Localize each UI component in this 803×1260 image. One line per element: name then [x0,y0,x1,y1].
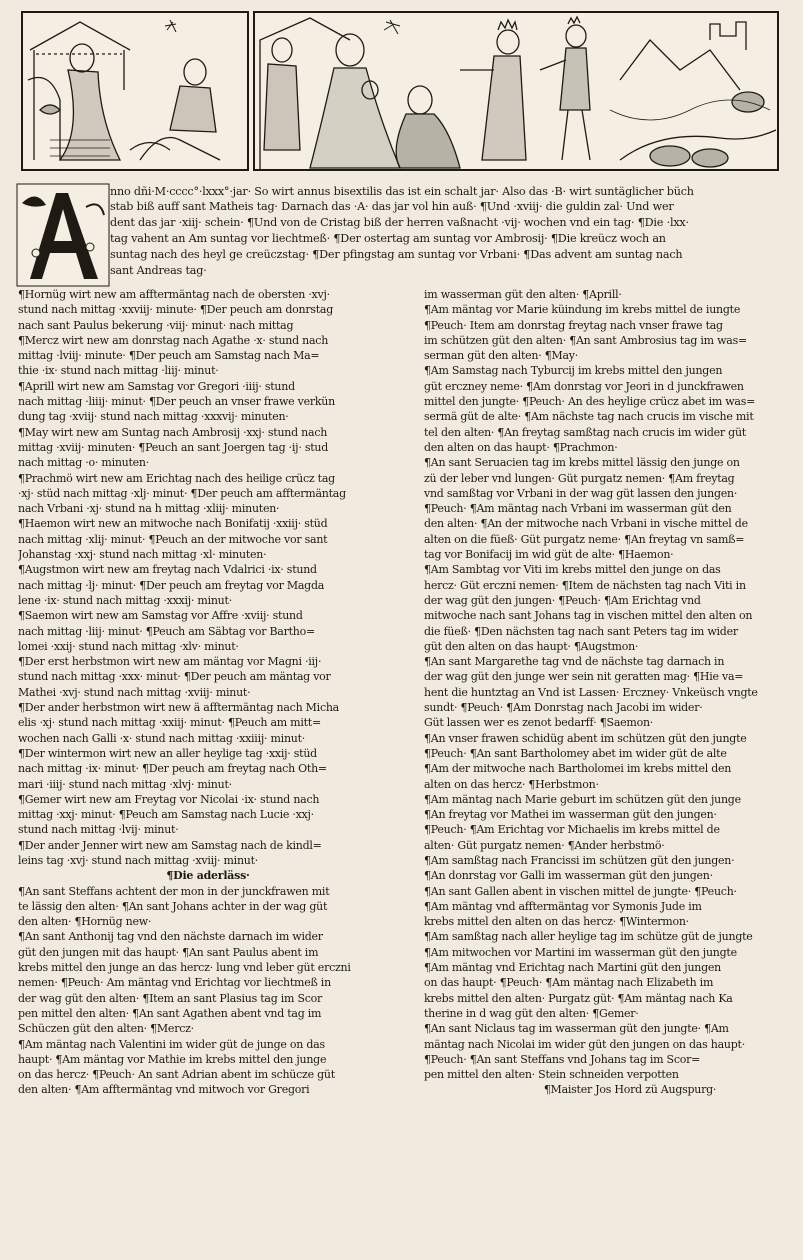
text-line: mittel den jungte· ¶Peuch· An des heylige crücz abet im was= [424,395,756,409]
text-line: nach Vrbani ·xj· stund na h mittag ·xliij· minuten· [18,502,280,516]
intro-line: stab biß auff sant Matheis tag· Darnach das ·A· das jar vol hin auß· ¶Und ·xviij· die guldin zal· Und wer [110,200,674,213]
text-line: haupt· ¶Am mäntag vor Mathie im krebs mittel den junge [18,1052,327,1066]
text-line: ¶An sant Steffans achtent der mon in der junckfrawen mit [18,884,330,898]
text-line: thie ·ix· stund nach mittag ·liij· minut· [18,364,219,378]
text-line: stund nach mittag ·xxx· minut· ¶Der peuch am mäntag vor [18,670,331,684]
text-line: nach mittag ·liij· minut· ¶Peuch am Säbtag vor Bartho= [18,624,315,638]
text-line: nach mittag ·o· minuten· [18,456,150,470]
text-line: ¶Am mäntag vor Marie küindung im krebs mittel de iungte [424,303,741,317]
text-line: ¶Augstmon wirt new am freytag nach Vdalrici ·ix· stund [18,563,317,577]
text-line: on das hercz· ¶Peuch· An sant Adrian abent im schücze güt [18,1068,335,1082]
text-line: stund nach mittag ·xxviij· minute· ¶Der peuch am donrstag [18,303,334,317]
text-line: krebs mittel den alten· Purgatz güt· ¶Am mäntag nach Ka [424,991,733,1005]
intro-line: sant Andreas tag· [110,264,207,277]
text-line: den alten· ¶Hornüg new· [18,915,152,929]
adoration-scene [260,17,776,170]
text-line: ¶An sant Gallen abent in vischen mittel de jungte· ¶Peuch· [424,884,737,898]
text-line: ¶An sant Margarethe tag vnd de nächste tag darnach in [424,655,725,669]
text-line: ¶Am mäntag nach Valentini im wider güt de junge on das [18,1037,325,1051]
text-line: den alten· ¶An der mitwoche nach Vrbani in vische mittel de [424,517,748,531]
text-line: leins tag ·xvj· stund nach mittag ·xviij· minut· [18,853,259,867]
text-line: ¶An sant Seruacien tag im krebs mittel lässig den junge on [424,456,740,470]
text-line: Mathei ·xvj· stund nach mittag ·xviij· minut· [18,685,251,699]
text-line: im wasserman güt den alten· ¶Aprill· [424,288,622,301]
text-line: ¶An donrstag vor Galli im wasserman güt den jungen· [424,869,713,883]
text-line: vnd samßtag vor Vrbani in der wag güt lassen den jungen· [424,486,738,500]
text-line: der wag güt den jungen· ¶Peuch· ¶Am Erichtag vnd [424,593,701,607]
text-line: ¶Am samßtag nach Francissi im schützen güt den jungen· [424,853,735,867]
decorated-initial [16,183,110,287]
text-line: mitwoche nach sant Johans tag in vischen mittel den alten on [424,609,753,623]
nativity-scene [28,20,220,160]
text-line: ¶An sant Anthonij tag vnd den nächste darnach im wider [18,930,323,944]
text-line: Schüczen güt den alten· ¶Mercz· [18,1022,194,1036]
text-line: die füeß· ¶Den nächsten tag nach sant Peters tag im wider [424,624,738,638]
text-line: krebs mittel den alten on das hercz· ¶Wintermon· [424,915,689,929]
text-line: alten on die füeß· Güt purgatz neme· ¶An freytag vn samß= [424,532,745,546]
text-line: krebs mittel den junge an das hercz· lung vnd leber güt erczni [18,961,351,975]
text-line: im schützen güt den alten· ¶An sant Ambrosius tag im was= [424,333,747,347]
text-line: ¶Prachmö wirt new am Erichtag nach des heilige crücz tag [18,471,335,485]
text-line: Güt lassen wer es zenot bedarff· ¶Saemon· [424,716,654,730]
text-line: mäntag nach Nicolai im wider güt den jungen on das haupt· [424,1037,745,1051]
text-line: ¶Der erst herbstmon wirt new am mäntag vor Magni ·iij· [18,655,322,669]
text-line: güt den alten on das haupt· ¶Augstmon· [424,639,639,653]
text-line: ¶Am Sambtag vor Viti im krebs mittel den junge on das [424,563,721,577]
text-line: ¶Peuch· ¶An sant Steffans vnd Johans tag im Scor= [424,1052,701,1066]
text-line: ¶Peuch· ¶An sant Bartholomey abet im wider güt de alte [424,746,727,760]
text-line: ¶Peuch· ¶Am Erichtag vor Michaelis im krebs mittel de [424,823,720,837]
text-line: on das haupt· ¶Peuch· ¶Am mäntag nach Elizabeth im [424,976,714,990]
text-line: ¶Der ander herbstmon wirt new ä afftermäntag nach Micha [18,701,339,715]
text-line: elis ·xj· stund nach mittag ·xxiij· minut· ¶Peuch am mitt= [18,716,321,730]
text-line: mittag ·lviij· minute· ¶Der peuch am Samstag nach Ma= [18,349,320,363]
text-line: ¶Am Samstag nach Tyburcij im krebs mittel den jungen [424,364,723,378]
text-line: sundt· ¶Peuch· ¶Am Donrstag nach Jacobi im wider· [424,701,703,715]
section-heading: ¶Maister Jos Hord zü Augspurg· [543,1083,717,1097]
text-line: alten· Güt purgatz nemen· ¶Ander herbstmö· [424,838,665,852]
text-line: te lässig den alten· ¶An sant Johans achter in der wag güt [18,899,328,913]
initial-letter: A [59,241,67,252]
text-line: ¶An sant Niclaus tag im wasserman güt den jungte· ¶Am [424,1022,729,1036]
left-column [18,287,398,1098]
text-line: therine in d wag güt den alten· ¶Gemer· [424,1006,639,1020]
section-heading: ¶Die aderläss· [166,869,250,883]
text-line: ¶Saemon wirt new am Samstag vor Affre ·xviij· stund [18,609,303,623]
text-line: nach mittag ·lj· minut· ¶Der peuch am freytag vor Magda [18,578,325,592]
text-line: sermä güt de alte· ¶Am nächste tag nach crucis im vische mit [424,410,754,424]
text-line: tag vor Bonifacij im wid güt de alte· ¶Haemon· [424,548,674,562]
text-line: ·xj· stüd nach mittag ·xlj· minut· ¶Der peuch am afftermäntag [18,486,346,500]
text-line: ¶Hornüg wirt new am afftermäntag nach de obersten ·xvj· [18,288,330,301]
text-line: hercz· Güt erczni nemen· ¶Item de nächsten tag nach Viti in [424,578,746,592]
text-line: güt erczney neme· ¶Am donrstag vor Jeori in d junckfrawen [424,379,744,393]
text-line: den alten on das haupt· ¶Prachmon· [424,440,618,454]
right-column [424,287,796,1098]
intro-line: nno dñi·M·cccc°·lxxx°·jar· So wirt annus bisextilis das ist ein schalt jar· Also das ·B· wirt suntäglicher büch [110,185,694,198]
text-line: lomei ·xxij· stund nach mittag ·xlv· minut· [18,639,239,653]
text-line: nach sant Paulus bekerung ·viij· minut· nach mittag [18,318,294,332]
text-line: stund nach mittag ·lvij· minut· [18,823,179,837]
text-line: alten on das hercz· ¶Herbstmon· [424,777,599,791]
text-line: wochen nach Galli ·x· stund nach mittag ·xxiiij· minut· [18,731,306,745]
text-line: zü der leber vnd lungen· Güt purgatz nemen· ¶Am freytag [424,471,735,485]
text-line: ¶Peuch· Item am donrstag freytag nach vnser frawe tag [424,318,723,332]
text-line: güt den jungen mit das haupt· ¶An sant Paulus abent im [18,945,319,959]
text-line: ¶May wirt new am Suntag nach Ambrosij ·xxj· stund nach [18,425,328,439]
text-line: lene ·ix· stund nach mittag ·xxxij· minut· [18,593,232,607]
text-line: ¶Der ander Jenner wirt new am Samstag nach de kindl= [18,838,322,852]
text-line: tel den alten· ¶An freytag samßtag nach crucis im wider güt [424,425,746,439]
text-line: ¶An vnser frawen schidüg abent im schützen güt den jungte [424,731,747,745]
text-line: nach mittag ·ix· minut· ¶Der peuch am freytag nach Oth= [18,762,327,776]
text-line: pen mittel den alten· Stein schneiden verpotten [424,1068,679,1082]
text-line: mittag ·xxj· minut· ¶Peuch am Samstag nach Lucie ·xxj· [18,808,314,822]
text-line: den alten· ¶Am afftermäntag vnd mitwoch vor Gregori [18,1083,310,1097]
text-line: ¶Am samßtag nach aller heylige tag im schütze güt de jungte [424,930,753,944]
text-line: ¶Peuch· ¶Am mäntag nach Vrbani im wasserman güt den [424,502,732,516]
text-line: ¶Gemer wirt new am Freytag vor Nicolai ·ix· stund nach [18,792,320,806]
text-line: der wag güt den junge wer sein nit geratten mag· ¶Hie va= [424,670,744,684]
text-line: ¶An freytag vor Mathei im wasserman güt den jungen· [424,808,717,822]
intro-line: dent das jar ·xiij· schein· ¶Und von de Cristag biß der herren vaßnacht ·vij· wochen vnd ein tag· ¶Die ·lxx· [110,216,689,229]
text-line: ¶Am mitwochen vor Martini im wasserman güt den jungte [424,945,737,959]
text-line: ¶Mercz wirt new am donrstag nach Agathe ·x· stund nach [18,333,329,347]
text-line: nemen· ¶Peuch· Am mäntag vnd Erichtag vor liechtmeß in [18,976,331,990]
text-line: ¶Am der mitwoche nach Bartholomei im krebs mittel den [424,762,732,776]
text-line: der wag güt den alten· ¶Item an sant Plasius tag im Scor [18,991,323,1005]
text-line: ¶Am mäntag vnd Erichtag nach Martini güt den jungen [424,961,722,975]
text-line: ¶Am mäntag vnd afftermäntag vor Symonis Jude im [424,899,702,913]
woodcut-illustration [20,10,780,172]
text-line: mittag ·xviij· minuten· ¶Peuch an sant Joergen tag ·ij· stud [18,440,329,454]
text-line: ¶Aprill wirt new am Samstag vor Gregori ·iiij· stund [18,379,295,393]
text-line: ¶Der wintermon wirt new an aller heylige tag ·xxij· stüd [18,746,317,760]
text-line: dung tag ·xviij· stund nach mittag ·xxxvij· minuten· [18,410,289,424]
intro-line: suntag nach des heyl ge creüczstag· ¶Der pfingstag am suntag vor Vrbani· ¶Das advent am suntag nach [110,248,683,261]
text-line: ¶Am mäntag nach Marie geburt im schützen güt den junge [424,792,741,806]
text-line: mari ·iiij· stund nach mittag ·xlvj· minut· [18,777,232,791]
text-line: pen mittel den alten· ¶An sant Agathen abent vnd tag im [18,1006,322,1020]
text-line: ¶Haemon wirt new an mitwoche nach Bonifatij ·xxiij· stüd [18,517,328,531]
text-line: hent die huntztag an Vnd ist Lassen· Erczney· Vnkeüsch vngte [424,685,758,699]
text-line: nach mittag ·liiij· minut· ¶Der peuch an vnser frawe verkün [18,395,335,409]
intro-line: tag vahent an Am suntag vor liechtmeß· ¶Der ostertag am suntag vor Ambrosij· ¶Die kreücz woch an [110,232,666,245]
text-line: serman güt den alten· ¶May· [424,349,579,363]
text-line: Johanstag ·xxj· stund nach mittag ·xl· minuten· [18,548,267,562]
text-line: nach mittag ·xlij· minut· ¶Peuch an der mitwoche vor sant [18,532,328,546]
